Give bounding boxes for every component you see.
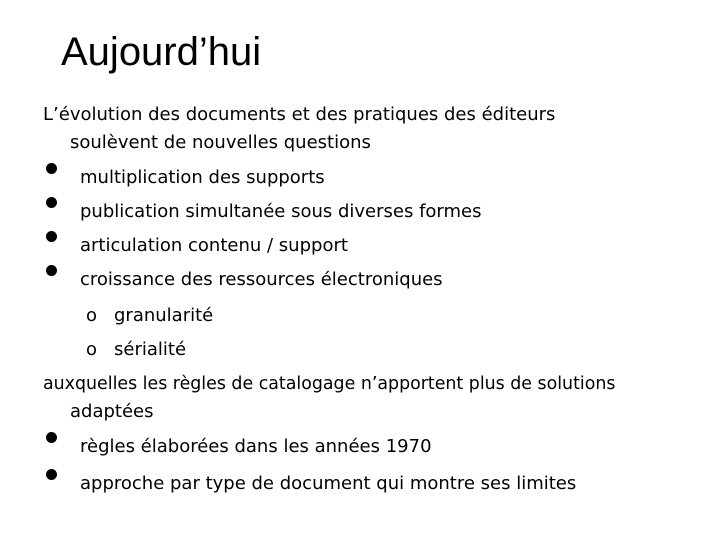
bullet-item: croissance des ressources électroniques bbox=[80, 269, 443, 290]
intro-line-2: soulèvent de nouvelles questions bbox=[70, 132, 371, 153]
bullet-dot bbox=[46, 432, 57, 443]
outro-line-1: auxquelles les règles de catalogage n’apportent plus de solutions bbox=[43, 374, 616, 394]
intro-line-1: L’évolution des documents et des pratiques des éditeurs bbox=[43, 104, 556, 125]
bullet-item: règles élaborées dans les années 1970 bbox=[80, 436, 432, 457]
bullet-item: articulation contenu / support bbox=[80, 235, 348, 256]
bullet-item: publication simultanée sous diverses formes bbox=[80, 201, 482, 222]
bullet-item: multiplication des supports bbox=[80, 167, 325, 188]
bullet-item: approche par type de document qui montre ses limites bbox=[80, 473, 577, 494]
bullet-dot bbox=[46, 231, 57, 242]
sub-bullet-item: sérialité bbox=[114, 339, 187, 360]
sub-bullet-marker: o bbox=[86, 339, 98, 360]
bullet-dot bbox=[46, 265, 57, 276]
outro-line-2: adaptées bbox=[70, 401, 154, 422]
bullet-dot bbox=[46, 469, 57, 480]
slide-title: Aujourd’hui bbox=[61, 30, 262, 74]
sub-bullet-marker: o bbox=[86, 305, 98, 326]
bullet-dot bbox=[46, 197, 57, 208]
bullet-dot bbox=[46, 163, 57, 174]
sub-bullet-item: granularité bbox=[114, 305, 214, 326]
